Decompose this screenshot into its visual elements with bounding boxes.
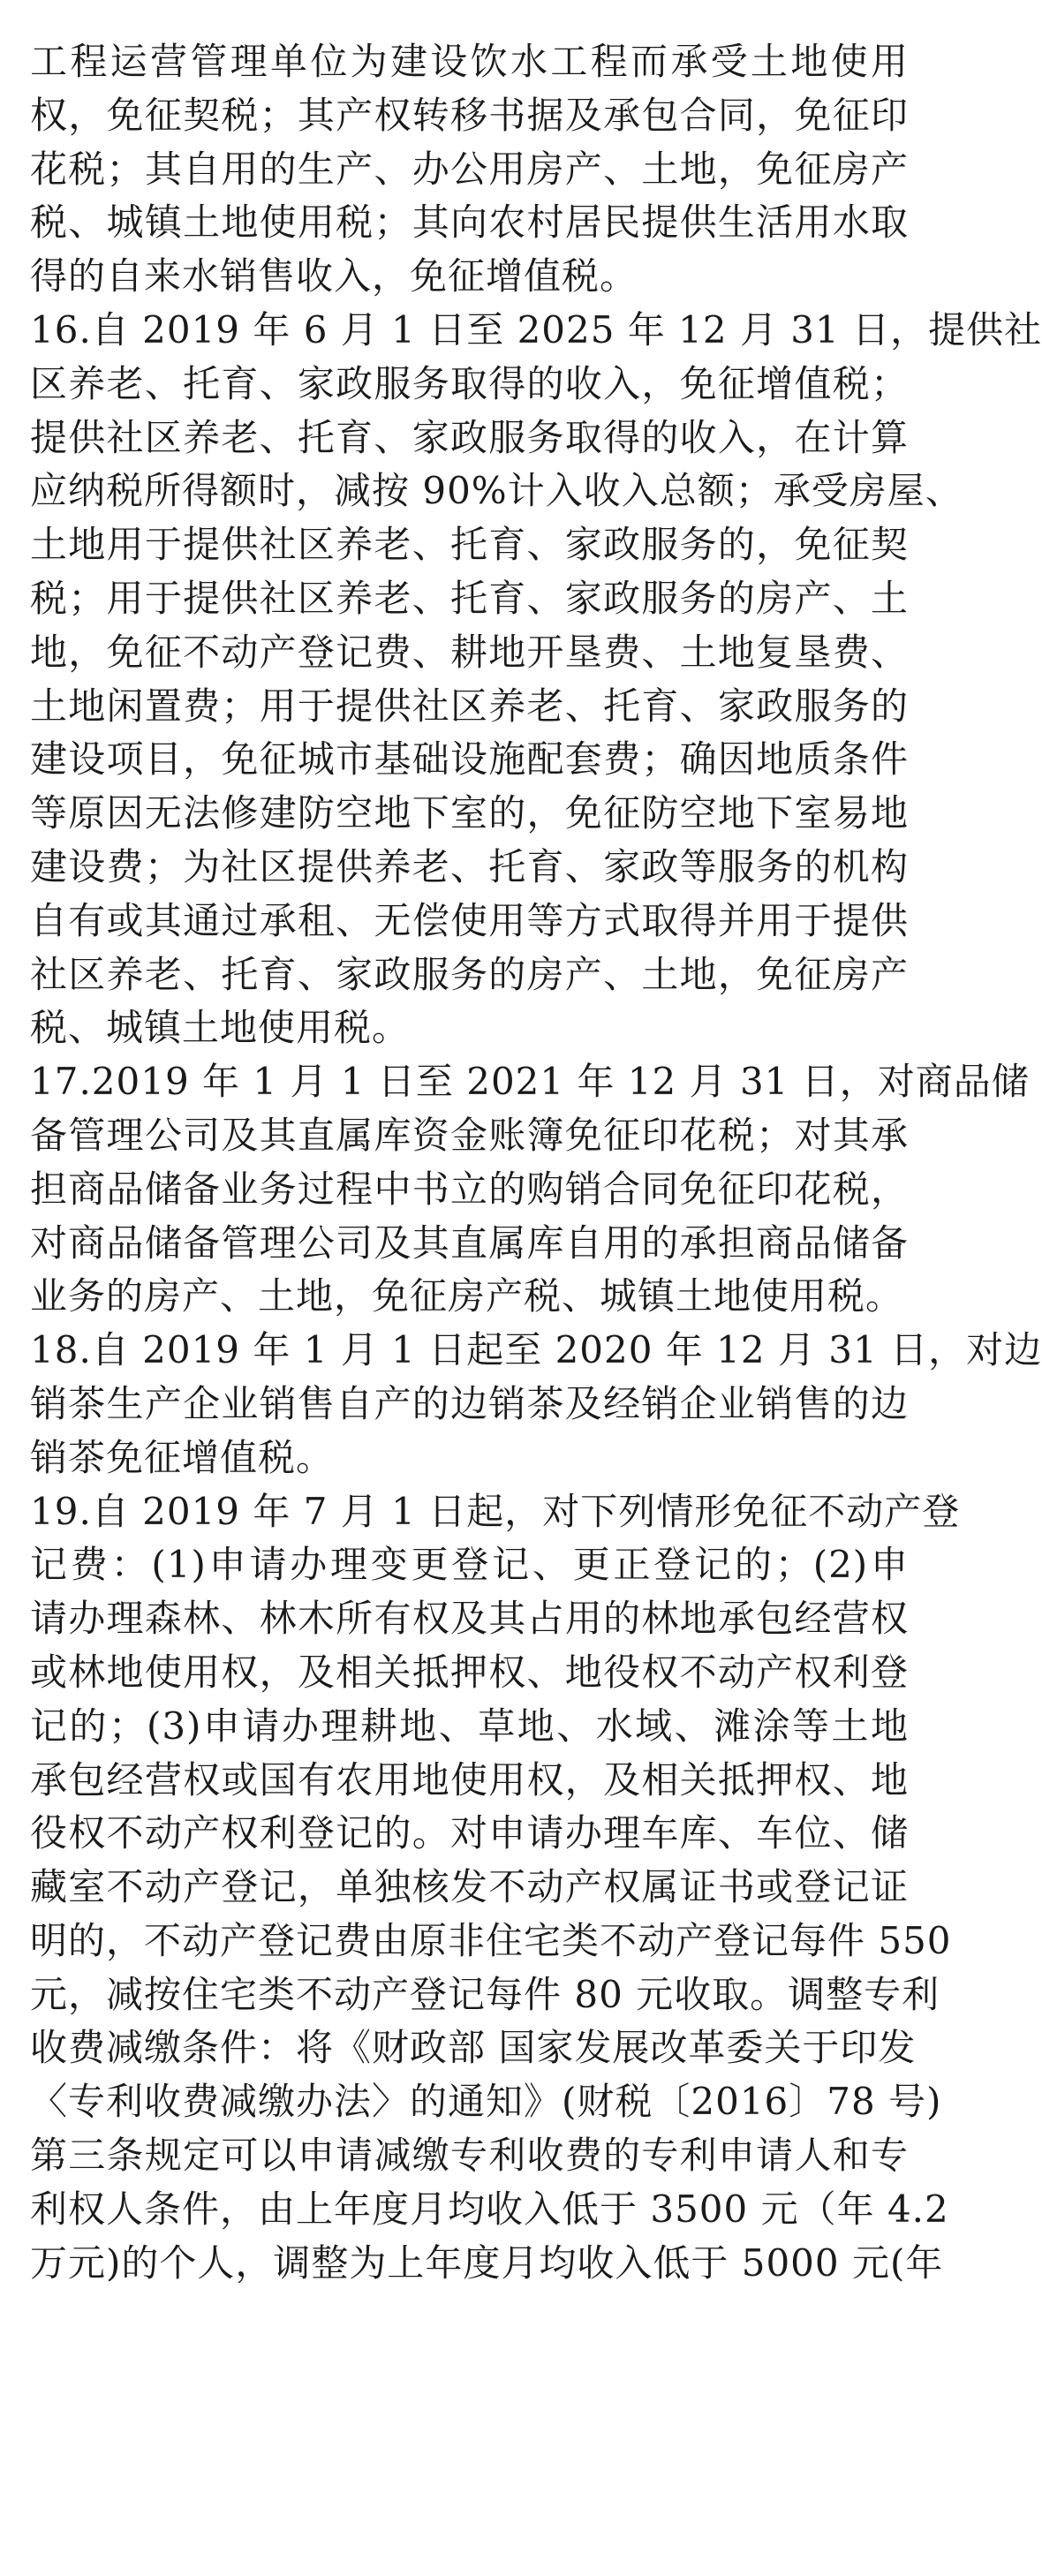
- text-line: 〈专利收费减缴办法〉的通知》(财税〔2016〕78 号): [30, 2080, 942, 2124]
- text-line: 利权人条件，由上年度月均收入低于 3500 元（年 4.2: [30, 2187, 949, 2231]
- text-line: 应纳税所得额时，减按 90%计入收入总额；承受房屋、: [30, 469, 963, 513]
- text-line: 记的；(3)申请办理耕地、草地、水域、滩涂等土地: [30, 1703, 909, 1748]
- text-line: 对商品储备管理公司及其直属库自用的承担商品储备: [30, 1220, 909, 1265]
- text-line: 备管理公司及其直属库资金账簿免征印花税；对其承: [30, 1113, 909, 1157]
- text-line: 业务的房产、土地，免征房产税、城镇土地使用税。: [30, 1274, 904, 1318]
- text-line: 区养老、托育、家政服务取得的收入，免征增值税；: [30, 361, 909, 405]
- text-line: 或林地使用权，及相关抵押权、地役权不动产权利登: [30, 1650, 909, 1694]
- text-line: 万元)的个人，调整为上年度月均收入低于 5000 元(年: [30, 2240, 944, 2285]
- text-line: 担商品储备业务过程中书立的购销合同免征印花税，: [30, 1167, 909, 1211]
- text-line: 税；用于提供社区养老、托育、家政服务的房产、土: [30, 576, 909, 620]
- text-line: 土地用于提供社区养老、托育、家政服务的，免征契: [30, 523, 909, 567]
- text-line: 元，减按住宅类不动产登记每件 80 元收取。调整专利: [30, 1972, 940, 2016]
- text-line: 税、城镇土地使用税；其向农村居民提供生活用水取: [30, 200, 909, 245]
- text-line: 土地闲置费；用于提供社区养老、托育、家政服务的: [30, 684, 909, 728]
- text-line: 请办理森林、林木所有权及其占用的林地承包经营权: [30, 1597, 909, 1641]
- text-line: 建设费；为社区提供养老、托育、家政等服务的机构: [30, 844, 909, 888]
- text-line: 等原因无法修建防空地下室的，免征防空地下室易地: [30, 791, 909, 835]
- text-line: 权，免征契税；其产权转移书据及承包合同，免征印: [30, 93, 909, 137]
- text-line: 地，免征不动产登记费、耕地开垦费、土地复垦费、: [30, 630, 909, 674]
- item-18-line: 18.自 2019 年 1 月 1 日起至 2020 年 12 月 31 日，对边: [30, 1328, 1042, 1372]
- text-line: 第三条规定可以申请减缴专利收费的专利申请人和专: [30, 2134, 909, 2178]
- text-line: 销茶生产企业销售自产的边销茶及经销企业销售的边: [30, 1381, 909, 1425]
- text-line: 记费：(1)申请办理变更登记、更正登记的；(2)申: [30, 1543, 909, 1587]
- item-16-line: 16.自 2019 年 6 月 1 日至 2025 年 12 月 31 日，提供社: [30, 307, 1042, 351]
- text-line: 工程运营管理单位为建设饮水工程而承受土地使用: [30, 40, 909, 83]
- text-line: 提供社区养老、托育、家政服务取得的收入，在计算: [30, 415, 909, 459]
- text-line: 藏室不动产登记，单独核发不动产权属证书或登记证: [30, 1865, 909, 1909]
- text-line: 税、城镇土地使用税。: [30, 1006, 411, 1050]
- text-line: 得的自来水销售收入，免征增值税。: [30, 254, 638, 298]
- text-line: 社区养老、托育、家政服务的房产、土地，免征房产: [30, 952, 909, 996]
- text-line: 承包经营权或国有农用地使用权，及相关抵押权、地: [30, 1757, 909, 1802]
- text-line: 花税；其自用的生产、办公用房产、土地，免征房产: [30, 147, 909, 191]
- text-line: 收费减缴条件：将《财政部 国家发展改革委关于印发: [30, 2026, 917, 2070]
- item-17-line: 17.2019 年 1 月 1 日至 2021 年 12 月 31 日，对商品储: [30, 1060, 1030, 1104]
- text-line: 明的，不动产登记费由原非住宅类不动产登记每件 550: [30, 1918, 952, 1962]
- text-line: 销茶免征增值税。: [30, 1435, 335, 1479]
- text-line: 建设项目，免征城市基础设施配套费；确因地质条件: [30, 737, 909, 782]
- text-line: 自有或其通过承租、无偿使用等方式取得并用于提供: [30, 898, 909, 942]
- item-19-line: 19.自 2019 年 7 月 1 日起，对下列情形免征不动产登: [30, 1489, 961, 1533]
- text-line: 役权不动产权利登记的。对申请办理车库、车位、储: [30, 1811, 909, 1855]
